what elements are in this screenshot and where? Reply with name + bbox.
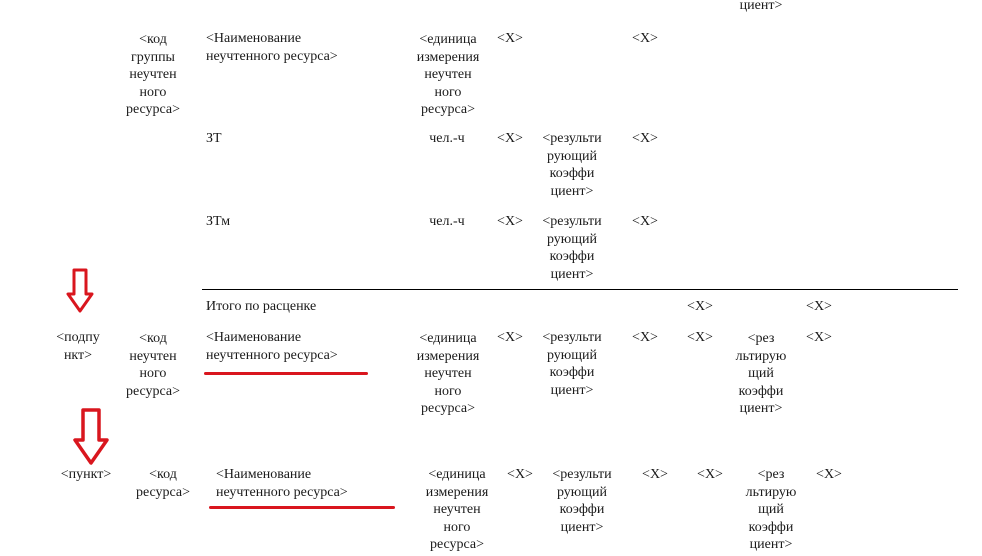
- unit-cell: чел.-ч: [429, 214, 465, 229]
- x-cell: <X>: [687, 299, 713, 314]
- resource-code-cell: <код ресурса>: [135, 467, 191, 500]
- unit-cell: <единица измерения неучтен ного ресурса>: [425, 467, 489, 552]
- x-cell: <X>: [497, 214, 523, 229]
- top-cutoff-text: циент>: [739, 0, 783, 13]
- x-cell: <X>: [642, 467, 668, 482]
- x-cell: <X>: [806, 299, 832, 314]
- resource-name-cell: <Наименование неучтенного ресурса>: [216, 467, 348, 500]
- unit-cell: <единица измерения неучтен ного ресурса>: [416, 331, 480, 416]
- coefficient-cell: <результи рующий коэффи циент>: [542, 330, 602, 398]
- subitem-cell: <подпу нкт>: [56, 330, 100, 363]
- coefficient-cell: <результи рующий коэффи циент>: [542, 131, 602, 199]
- red-underline: [209, 506, 395, 509]
- table-rule: [202, 289, 958, 290]
- x-cell: <X>: [507, 467, 533, 482]
- item-cell: <пункт>: [60, 467, 112, 482]
- x-cell: <X>: [687, 330, 713, 345]
- red-down-arrow-icon: [73, 408, 109, 466]
- resource-name-cell: <Наименование неучтенного ресурса>: [206, 330, 338, 363]
- x-cell: <X>: [816, 467, 842, 482]
- x-cell: <X>: [697, 467, 723, 482]
- x-cell: <X>: [632, 214, 658, 229]
- x-cell: <X>: [806, 330, 832, 345]
- x-cell: <X>: [632, 31, 658, 46]
- ztm-label: ЗТм: [206, 214, 231, 229]
- coefficient-cell: <результи рующий коэффи циент>: [542, 214, 602, 282]
- unit-cell: чел.-ч: [429, 131, 465, 146]
- coefficient-cell: <результи рующий коэффи циент>: [552, 467, 612, 535]
- x-cell: <X>: [632, 330, 658, 345]
- x-cell: <X>: [497, 31, 523, 46]
- x-cell: <X>: [497, 330, 523, 345]
- unit-cell: <единица измерения неучтен ного ресурса>: [416, 32, 480, 117]
- group-code-cell: <код группы неучтен ного ресурса>: [125, 32, 181, 117]
- x-cell: <X>: [497, 131, 523, 146]
- coefficient-cell: <рез льтирую щий коэффи циент>: [735, 331, 787, 416]
- resource-name-cell: <Наименование неучтенного ресурса>: [206, 31, 338, 64]
- total-label: Итого по расценке: [206, 299, 317, 314]
- red-down-arrow-icon: [66, 268, 94, 314]
- x-cell: <X>: [632, 131, 658, 146]
- zt-label: ЗТ: [206, 131, 222, 146]
- coefficient-cell: <рез льтирую щий коэффи циент>: [745, 467, 797, 552]
- red-underline: [204, 372, 368, 375]
- resource-code-cell: <код неучтен ного ресурса>: [125, 331, 181, 399]
